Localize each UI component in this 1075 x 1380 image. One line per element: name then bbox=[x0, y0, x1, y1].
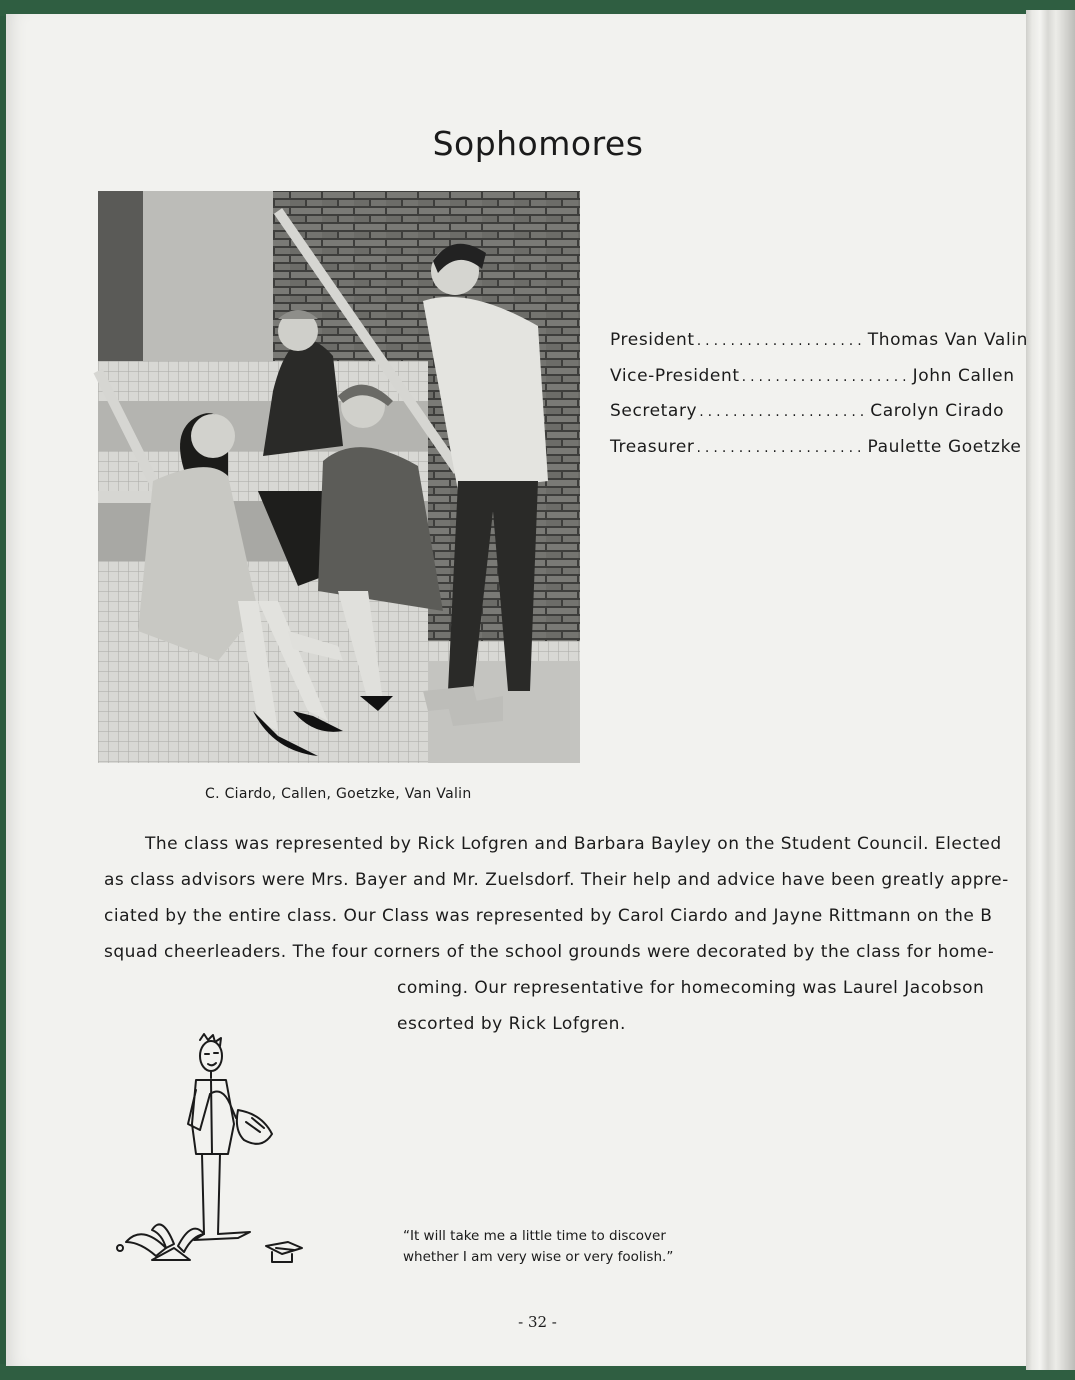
dot-leader: .................... bbox=[696, 439, 866, 456]
paragraph-line: ciated by the entire class. Our Class was represented by Carol Ciardo and Jayne Rittmann on the B bbox=[104, 906, 993, 926]
officer-role: Treasurer bbox=[610, 436, 695, 457]
page-title: Sophomores bbox=[432, 124, 644, 163]
officer-role: Vice-President bbox=[610, 365, 740, 386]
class-officers-photo bbox=[98, 191, 580, 763]
photo-illustration bbox=[98, 191, 580, 763]
officer-row-vice-president bbox=[610, 365, 1015, 402]
sophomore-quote bbox=[403, 1226, 673, 1268]
officer-name: John Callen bbox=[912, 365, 1015, 386]
yearbook-page bbox=[6, 14, 1026, 1366]
paragraph-line: as class advisors were Mrs. Bayer and Mr. Zuelsdorf. Their help and advice have been greatly appre- bbox=[104, 870, 1009, 890]
paragraph-line: squad cheerleaders. The four corners of the school grounds were decorated by the class for home- bbox=[104, 942, 995, 962]
officer-row-president bbox=[610, 330, 1028, 366]
officers-list bbox=[610, 330, 1028, 472]
officer-name: Paulette Goetzke bbox=[867, 436, 1022, 457]
officer-role: President bbox=[610, 330, 695, 350]
page-number: - 32 - bbox=[518, 1313, 557, 1331]
dot-leader: .................... bbox=[699, 404, 869, 420]
quote-line: whether I am very wise or very foolish.” bbox=[403, 1249, 674, 1265]
quote-line: “It will take me a little time to discover bbox=[403, 1228, 666, 1244]
officer-role: Secretary bbox=[610, 401, 698, 421]
jester-cartoon-illustration bbox=[112, 1034, 312, 1274]
book-cover-bottom-edge bbox=[0, 1364, 1075, 1380]
page-stack-edge bbox=[1026, 10, 1075, 1370]
photo-caption: C. Ciardo, Callen, Goetzke, Van Valin bbox=[205, 786, 472, 802]
paragraph-line: The class was represented by Rick Lofgren and Barbara Bayley on the Student Council. Elected bbox=[145, 834, 1002, 854]
officer-name: Thomas Van Valin bbox=[867, 330, 1028, 350]
officer-name: Carolyn Cirado bbox=[870, 401, 1005, 421]
officer-row-secretary bbox=[610, 401, 1005, 437]
dot-leader: .................... bbox=[741, 368, 911, 385]
paragraph-line: escorted by Rick Lofgren. bbox=[397, 1014, 626, 1034]
paragraph-line: coming. Our representative for homecoming was Laurel Jacobson bbox=[397, 978, 985, 998]
dot-leader: .................... bbox=[696, 333, 866, 349]
officer-row-treasurer bbox=[610, 436, 1022, 473]
